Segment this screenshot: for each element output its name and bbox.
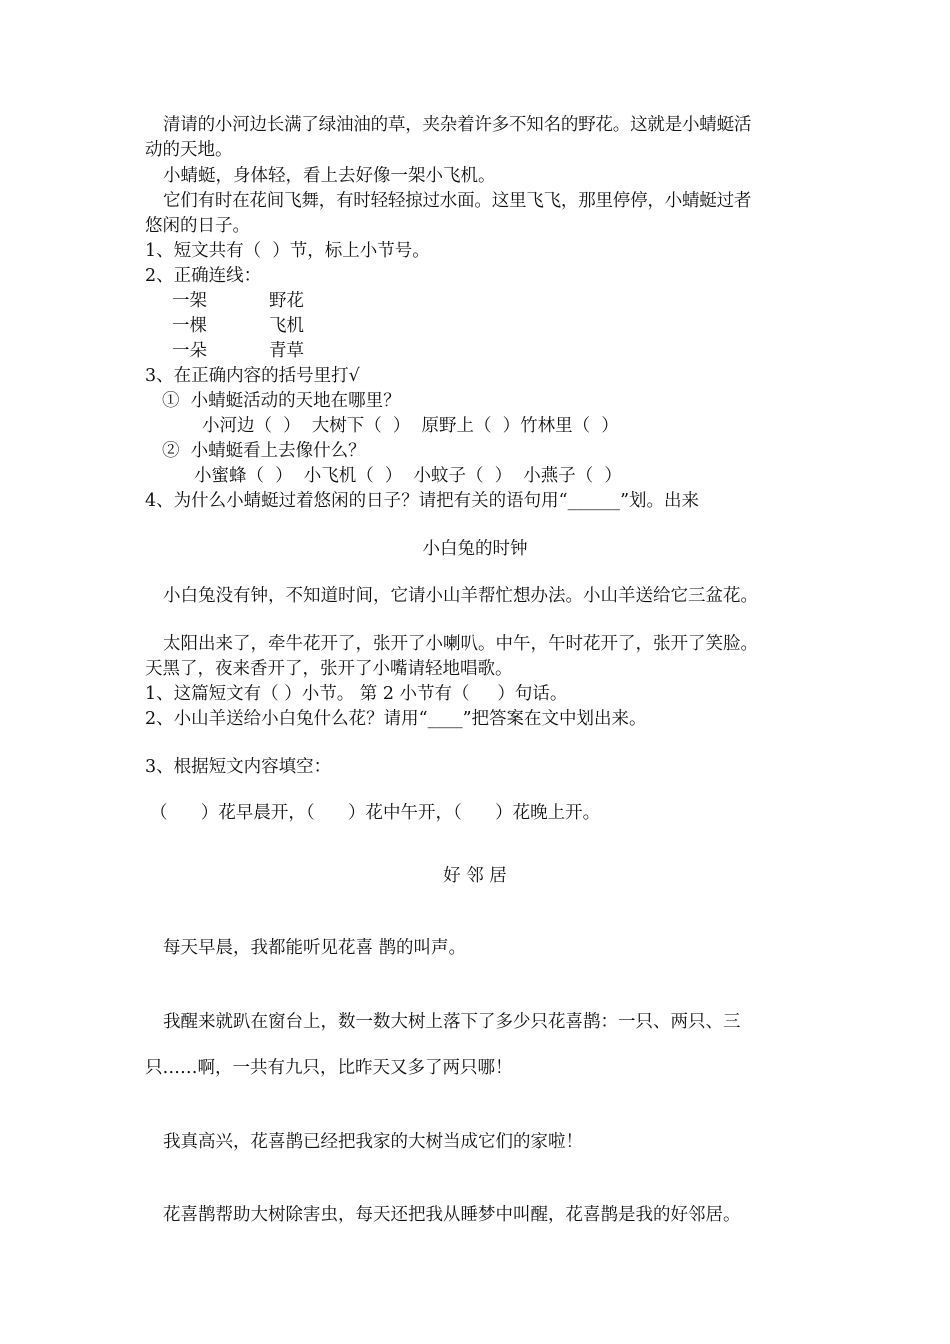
- question2: 2、正确连线：: [145, 266, 262, 286]
- match-right-2: 飞机: [269, 316, 304, 336]
- passage2-question2: 2、小山羊送给小白兔什么花？请用“____”把答案在文中划出来。: [145, 709, 647, 729]
- passage2-title: 小白兔的时钟: [422, 539, 528, 559]
- match-left-2: 一棵: [172, 316, 207, 336]
- passage3-paragraph2-line1: 我醒来就趴在窗台上，数一数大树上落下了多少只花喜鹊：一只、两只、三: [163, 1012, 741, 1032]
- passage1-paragraph2: 小蜻蜓，身体轻，看上去好像一架小飞机。: [163, 166, 496, 186]
- passage2-question3-fill: （ ）花早晨开，（ ）花中午开，（ ）花晚上开。: [150, 803, 601, 823]
- passage1-paragraph3-line1: 它们有时在花间飞舞，有时轻轻掠过水面。这里飞飞，那里停停，小蜻蜓过者: [163, 191, 752, 211]
- passage3-title: 好 邻 居: [443, 866, 507, 886]
- passage1-paragraph1-line1: 清请的小河边长满了绿油油的草，夹杂着许多不知名的野花。这就是小蜻蜓活: [163, 115, 752, 135]
- question3-sub1-options: 小河边（ ） 大树下（ ） 原野上（ ）竹林里（ ）: [202, 416, 619, 436]
- passage2-paragraph2-line1: 太阳出来了，牵牛花开了，张开了小喇叭。中午，午时花开了，张开了笑脸。: [163, 634, 758, 654]
- passage1-paragraph3-line2: 悠闲的日子。: [145, 216, 250, 236]
- passage1-paragraph1-line2: 动的天地。: [145, 140, 233, 160]
- question1: 1、短文共有（ ）节，标上小节号。: [145, 241, 430, 261]
- match-left-3: 一朵: [172, 341, 207, 361]
- question4: 4、为什么小蜻蜓过着悠闲的日子？请把有关的语句用“______”划。出来: [145, 491, 700, 511]
- passage3-paragraph1: 每天早晨，我都能听见花喜 鹊的叫声。: [163, 938, 467, 958]
- question3-sub2-options: 小蜜蜂（ ） 小飞机（ ） 小蚊子（ ） 小燕子（ ）: [194, 466, 622, 486]
- passage3-paragraph4: 花喜鹊帮助大树除害虫，每天还把我从睡梦中叫醒，花喜鹊是我的好邻居。: [163, 1205, 741, 1225]
- passage2-paragraph1: 小白兔没有钟，不知道时间，它请小山羊帮忙想办法。小山羊送给它三盆花。: [163, 586, 758, 606]
- match-right-3: 青草: [269, 341, 304, 361]
- passage2-question3: 3、根据短文内容填空：: [145, 757, 332, 777]
- passage2-paragraph2-line2: 天黑了，夜来香开了，张开了小嘴请轻地唱歌。: [145, 659, 513, 679]
- passage3-paragraph3: 我真高兴，花喜鹊已经把我家的大树当成它们的家啦！: [163, 1132, 583, 1152]
- question3-sub2: ② 小蜻蜓看上去像什么？: [162, 441, 366, 461]
- match-left-1: 一架: [172, 291, 207, 311]
- match-right-1: 野花: [269, 291, 304, 311]
- question3: 3、在正确内容的括号里打√: [145, 366, 360, 386]
- passage2-question1: 1、这篇短文有（ ）小节。 第 2 小节有（ ）句话。: [145, 684, 568, 704]
- passage3-paragraph2-line2: 只……啊，一共有九只，比昨天又多了两只哪！: [145, 1058, 513, 1078]
- question3-sub1: ① 小蜻蜓活动的天地在哪里？: [162, 391, 401, 411]
